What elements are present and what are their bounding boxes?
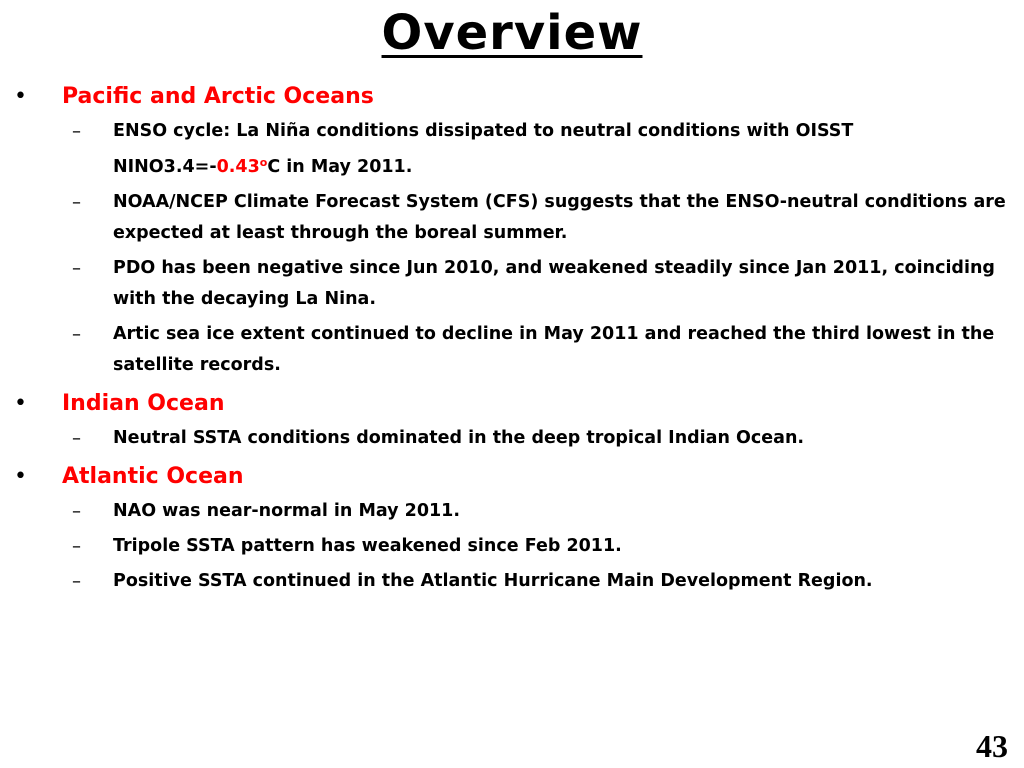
list-item — [0, 566, 1024, 597]
enso-text-post: C in May 2011. — [267, 157, 413, 177]
dash-icon: – — [72, 192, 81, 213]
section-heading: Atlantic Ocean — [62, 464, 244, 489]
enso-text-pre: ENSO cycle: La Niña conditions dissipated to neutral conditions with OISST NINO3.4=- — [113, 121, 854, 177]
slide-title: Overview — [381, 5, 643, 61]
list-item — [0, 187, 1024, 249]
dash-icon: – — [72, 536, 81, 557]
section-pacific-arctic — [0, 78, 1024, 381]
dash-icon: – — [72, 324, 81, 345]
bullet-icon: • — [14, 84, 27, 109]
section-atlantic — [0, 458, 1024, 597]
section-heading: Pacific and Arctic Oceans — [62, 84, 374, 109]
page-number: 43 — [976, 728, 1008, 764]
dash-icon: – — [72, 501, 81, 522]
list-item — [0, 423, 1024, 454]
dash-icon: – — [72, 571, 81, 592]
list-item-text: Artic sea ice extent continued to decline in May 2011 and reached the third lowest in the satellite records. — [113, 324, 995, 375]
list-item-text: Positive SSTA continued in the Atlantic Hurricane Main Development Region. — [113, 571, 873, 591]
list-item — [0, 116, 1024, 183]
section-heading-row — [0, 78, 1024, 116]
nino34-value: 0.43 — [216, 157, 260, 177]
list-item-text: Neutral SSTA conditions dominated in the deep tropical Indian Ocean. — [113, 428, 805, 448]
section-heading-row — [0, 458, 1024, 496]
dash-icon: – — [72, 258, 81, 279]
dash-icon: – — [72, 121, 81, 142]
list-item — [0, 319, 1024, 381]
list-item — [0, 496, 1024, 527]
list-item — [0, 253, 1024, 315]
list-item-text: Tripole SSTA pattern has weakened since Feb 2011. — [113, 536, 622, 556]
section-heading-row — [0, 385, 1024, 423]
section-indian — [0, 385, 1024, 454]
list-item-text: NAO was near-normal in May 2011. — [113, 501, 461, 521]
list-item — [0, 531, 1024, 562]
dash-icon: – — [72, 428, 81, 449]
section-heading: Indian Ocean — [62, 391, 225, 416]
slide-content — [0, 78, 1024, 601]
list-item-text — [113, 121, 853, 177]
list-item-text: PDO has been negative since Jun 2010, and weakened steadily since Jan 2011, coinciding with the decaying La Nina. — [113, 258, 995, 309]
bullet-icon: • — [14, 464, 27, 489]
degree-sup: o — [259, 156, 268, 169]
list-item-text: NOAA/NCEP Climate Forecast System (CFS) suggests that the ENSO-neutral conditions are expected at least through the boreal summer. — [113, 192, 1006, 243]
bullet-icon: • — [14, 391, 27, 416]
